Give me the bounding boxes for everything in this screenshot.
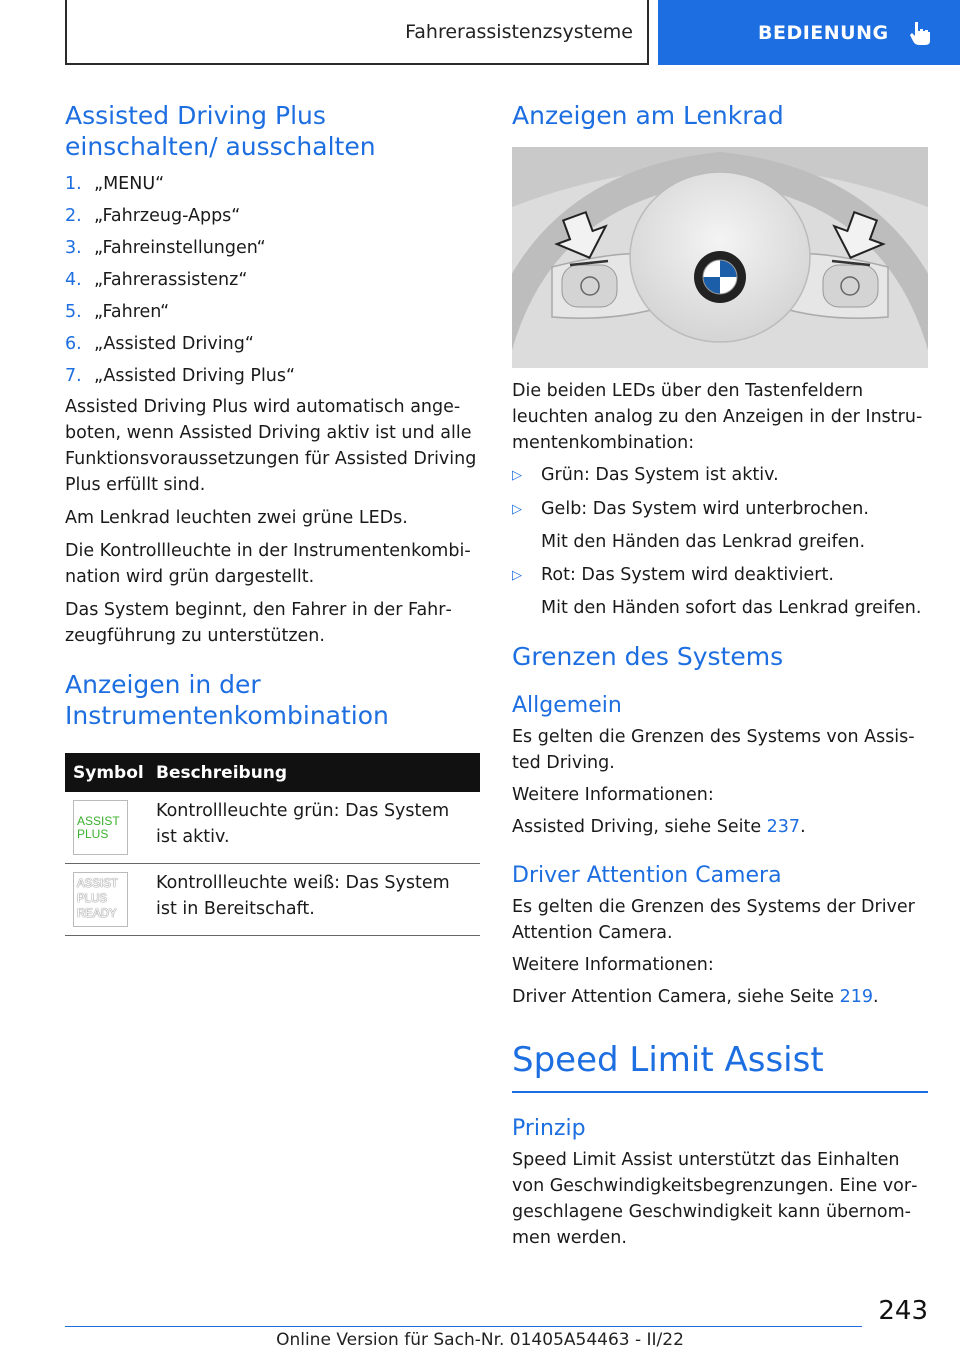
page-link[interactable]: 237 [766, 817, 801, 837]
heading-general: Allgemein [512, 693, 622, 718]
pointing-hand-icon [909, 20, 933, 46]
list-item: ▷ Grün: Das System ist aktiv. [512, 462, 928, 489]
section-divider [512, 1091, 928, 1093]
symbol-cell [65, 792, 156, 864]
header-section-title: Fahrerassistenzsysteme [405, 20, 633, 43]
table-header-row [65, 753, 480, 792]
assist-plus-green-icon: ASSIST PLUS [73, 800, 128, 855]
triangle-bullet-icon: ▷ [512, 568, 522, 583]
paragraph-more-info: Weitere Informationen: [512, 785, 714, 805]
bmw-logo-icon [694, 251, 746, 303]
reference-driver-attention-camera: Driver Attention Camera, siehe Seite 219. [512, 987, 879, 1007]
paragraph-indicator: Die Kontrollleuchte in der Instrumentenkombination wird grün dargestellt. [65, 541, 471, 587]
paragraph-more-info: Weitere Informationen: [512, 955, 714, 975]
column-header-symbol: Symbol [65, 753, 156, 792]
table-row [65, 792, 480, 864]
list-item: 6. „Assisted Driving“ [65, 334, 254, 354]
steering-wheel-image [512, 147, 928, 368]
right-column [512, 100, 928, 1251]
header-chapter-title: BEDIENUNG [758, 21, 889, 44]
paragraph-camera-limits: Es gelten die Grenzen des Systems der Driver Attention Camera. [512, 897, 915, 943]
symbol-table [65, 753, 480, 936]
heading-principle: Prinzip [512, 1116, 586, 1141]
assist-plus-ready-white-icon: ASSIST PLUS READY [73, 872, 128, 927]
triangle-bullet-icon: ▷ [512, 468, 522, 483]
heading-speed-limit-assist: Speed Limit Assist [512, 1040, 824, 1080]
header-chapter-tab[interactable] [658, 0, 960, 65]
left-column [65, 100, 480, 936]
symbol-cell [65, 864, 156, 936]
paragraph-system-begins: Das System beginnt, den Fahrer in der Fahrzeugführung zu unterstützen. [65, 600, 452, 646]
list-item: 7. „Assisted Driving Plus“ [65, 366, 296, 386]
led-status-list [512, 462, 928, 621]
page-number: 243 [878, 1296, 928, 1326]
heading-system-limits: Grenzen des Systems [512, 642, 784, 671]
page-link[interactable]: 219 [839, 987, 874, 1007]
list-item: 1. „MENU“ [65, 174, 165, 194]
heading-instrument-cluster: Anzeigen in der Instrumentenkombination [65, 670, 389, 730]
paragraph-auto-offer: Assisted Driving Plus wird automatisch angeboten, wenn Assisted Driving aktiv ist und alle Funktionsvoraussetzungen für Assisted Driving Plus erfüllt sind. [65, 397, 477, 495]
header-section-tab [65, 0, 649, 65]
list-item: ▷ Gelb: Das System wird unterbrochen. Mit den Händen das Lenkrad greifen. [512, 496, 928, 555]
list-item: 3. „Fahreinstellungen“ [65, 238, 266, 258]
footer-online-version: Online Version für Sach-Nr. 01405A54463 - II/22 [276, 1330, 684, 1350]
column-header-description: Beschreibung [156, 753, 480, 792]
heading-steering-wheel-displays: Anzeigen am Lenkrad [512, 101, 784, 130]
description-cell: Kontrollleuchte grün: Das System ist aktiv. [156, 792, 480, 864]
description-cell: Kontrollleuchte weiß: Das System ist in Bereitschaft. [156, 864, 480, 936]
paragraph-principle: Speed Limit Assist unterstützt das Einhalten von Geschwindigkeitsbegrenzungen. Eine vorgeschlagene Geschwindigkeit kann übernommen werden. [512, 1150, 918, 1248]
steps-list [65, 168, 480, 392]
footer-divider [65, 1326, 862, 1327]
heading-assisted-driving-plus: Assisted Driving Plus einschalten/ ausschalten [65, 101, 376, 161]
table-row [65, 864, 480, 936]
list-item: ▷ Rot: Das System wird deaktiviert. Mit den Händen sofort das Lenkrad greifen. [512, 562, 928, 621]
paragraph-leds-description: Die beiden LEDs über den Tastenfeldern leuchten analog zu den Anzeigen in der Instrumentenkombination: [512, 381, 923, 453]
heading-driver-attention-camera: Driver Attention Camera [512, 863, 782, 888]
paragraph-limits-general: Es gelten die Grenzen des Systems von Assisted Driving. [512, 727, 915, 773]
list-item: 5. „Fahren“ [65, 302, 170, 322]
list-item: 4. „Fahrerassistenz“ [65, 270, 248, 290]
paragraph-leds: Am Lenkrad leuchten zwei grüne LEDs. [65, 508, 408, 528]
reference-assisted-driving: Assisted Driving, siehe Seite 237. [512, 817, 806, 837]
list-item: 2. „Fahrzeug-Apps“ [65, 206, 241, 226]
triangle-bullet-icon: ▷ [512, 502, 522, 517]
